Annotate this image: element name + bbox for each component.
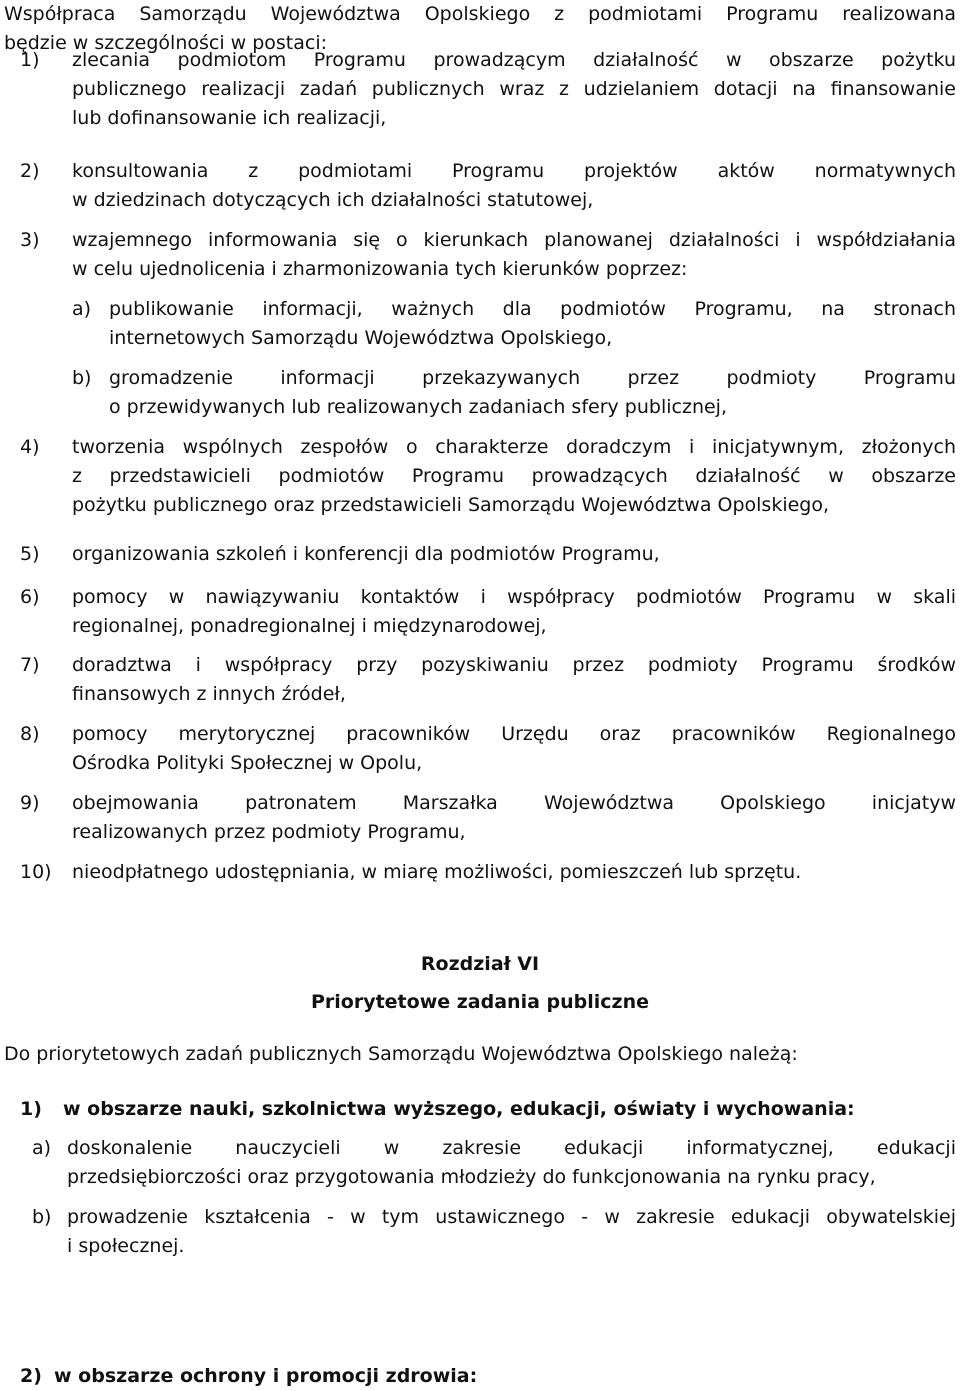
list-item-line: pomocy w nawiązywaniu kontaktów i współpracy podmiotów Programu w skali xyxy=(72,586,956,608)
list-item-line: realizowanych przez podmioty Programu, xyxy=(72,821,466,843)
sublist-letter: b) xyxy=(32,1206,52,1228)
list-number: 3) xyxy=(20,229,40,251)
list-number: 4) xyxy=(20,436,40,458)
priority-title: w obszarze nauki, szkolnictwa wyższego, edukacji, oświaty i wychowania: xyxy=(63,1098,855,1120)
sublist-item-line: i społecznej. xyxy=(67,1235,185,1257)
priority-number: 1) xyxy=(20,1098,42,1120)
priority-number: 2) xyxy=(20,1365,42,1387)
list-item-line: publicznego realizacji zadań publicznych wraz z udzielaniem dotacji na finansowanie xyxy=(72,78,956,100)
sublist-item-line: przedsiębiorczości oraz przygotowania młodzieży do funkcjonowania na rynku pracy, xyxy=(67,1166,876,1188)
sublist-letter: a) xyxy=(72,298,92,320)
list-number: 8) xyxy=(20,723,40,745)
list-number: 1) xyxy=(20,49,40,71)
list-item-line: doradztwa i współpracy przy pozyskiwaniu przez podmioty Programu środków xyxy=(72,654,956,676)
list-item-line: finansowych z innych źródeł, xyxy=(72,683,346,705)
intro-line-2: będzie w szczególności w postaci: xyxy=(4,32,328,54)
sublist-item-line: o przewidywanych lub realizowanych zadaniach sfery publicznej, xyxy=(109,396,727,418)
sublist-item-line: prowadzenie kształcenia - w tym ustawicznego - w zakresie edukacji obywatelskiej xyxy=(67,1206,956,1228)
priority-title: w obszarze ochrony i promocji zdrowia: xyxy=(54,1365,478,1387)
list-number: 10) xyxy=(20,861,52,883)
sublist-item-line: internetowych Samorządu Województwa Opolskiego, xyxy=(109,327,613,349)
chapter-title: Priorytetowe zadania publiczne xyxy=(310,991,650,1013)
list-item-line: tworzenia wspólnych zespołów o charakterze doradczym i inicjatywnym, złożonych xyxy=(72,436,956,458)
sublist-item-line: doskonalenie nauczycieli w zakresie edukacji informatycznej, edukacji xyxy=(67,1137,956,1159)
list-item-line: w dziedzinach dotyczących ich działalności statutowej, xyxy=(72,189,594,211)
sublist-letter: a) xyxy=(32,1137,52,1159)
list-number: 2) xyxy=(20,160,40,182)
sublist-item-line: publikowanie informacji, ważnych dla podmiotów Programu, na stronach xyxy=(109,298,956,320)
list-item-line: lub dofinansowanie ich realizacji, xyxy=(72,107,387,129)
list-item-line: pożytku publicznego oraz przedstawicieli Samorządu Województwa Opolskiego, xyxy=(72,494,830,516)
list-item-line: nieodpłatnego udostępniania, w miarę możliwości, pomieszczeń lub sprzętu. xyxy=(72,861,802,883)
list-number: 5) xyxy=(20,543,40,565)
list-item-line: konsultowania z podmiotami Programu projektów aktów normatywnych xyxy=(72,160,956,182)
list-item-line: Ośrodka Polityki Społecznej w Opolu, xyxy=(72,752,423,774)
list-item-line: organizowania szkoleń i konferencji dla podmiotów Programu, xyxy=(72,543,660,565)
list-item-line: regionalnej, ponadregionalnej i międzynarodowej, xyxy=(72,615,547,637)
list-item-line: w celu ujednolicenia i zharmonizowania tych kierunków poprzez: xyxy=(72,258,688,280)
sublist-item-line: gromadzenie informacji przekazywanych przez podmioty Programu xyxy=(109,367,956,389)
list-item-line: z przedstawicieli podmiotów Programu prowadzących działalność w obszarze xyxy=(72,465,956,487)
list-item-line: zlecania podmiotom Programu prowadzącym działalność w obszarze pożytku xyxy=(72,49,956,71)
sublist-letter: b) xyxy=(72,367,92,389)
list-number: 9) xyxy=(20,792,40,814)
list-number: 7) xyxy=(20,654,40,676)
chapter-number: Rozdział VI xyxy=(420,953,540,975)
chapter-intro: Do priorytetowych zadań publicznych Samorządu Województwa Opolskiego należą: xyxy=(4,1043,798,1065)
list-item-line: pomocy merytorycznej pracowników Urzędu oraz pracowników Regionalnego xyxy=(72,723,956,745)
list-item-line: wzajemnego informowania się o kierunkach planowanej działalności i współdziałania xyxy=(72,229,956,251)
intro-line-1: Współpraca Samorządu Województwa Opolskiego z podmiotami Programu realizowana xyxy=(4,3,956,25)
list-number: 6) xyxy=(20,586,40,608)
list-item-line: obejmowania patronatem Marszałka Województwa Opolskiego inicjatyw xyxy=(72,792,956,814)
